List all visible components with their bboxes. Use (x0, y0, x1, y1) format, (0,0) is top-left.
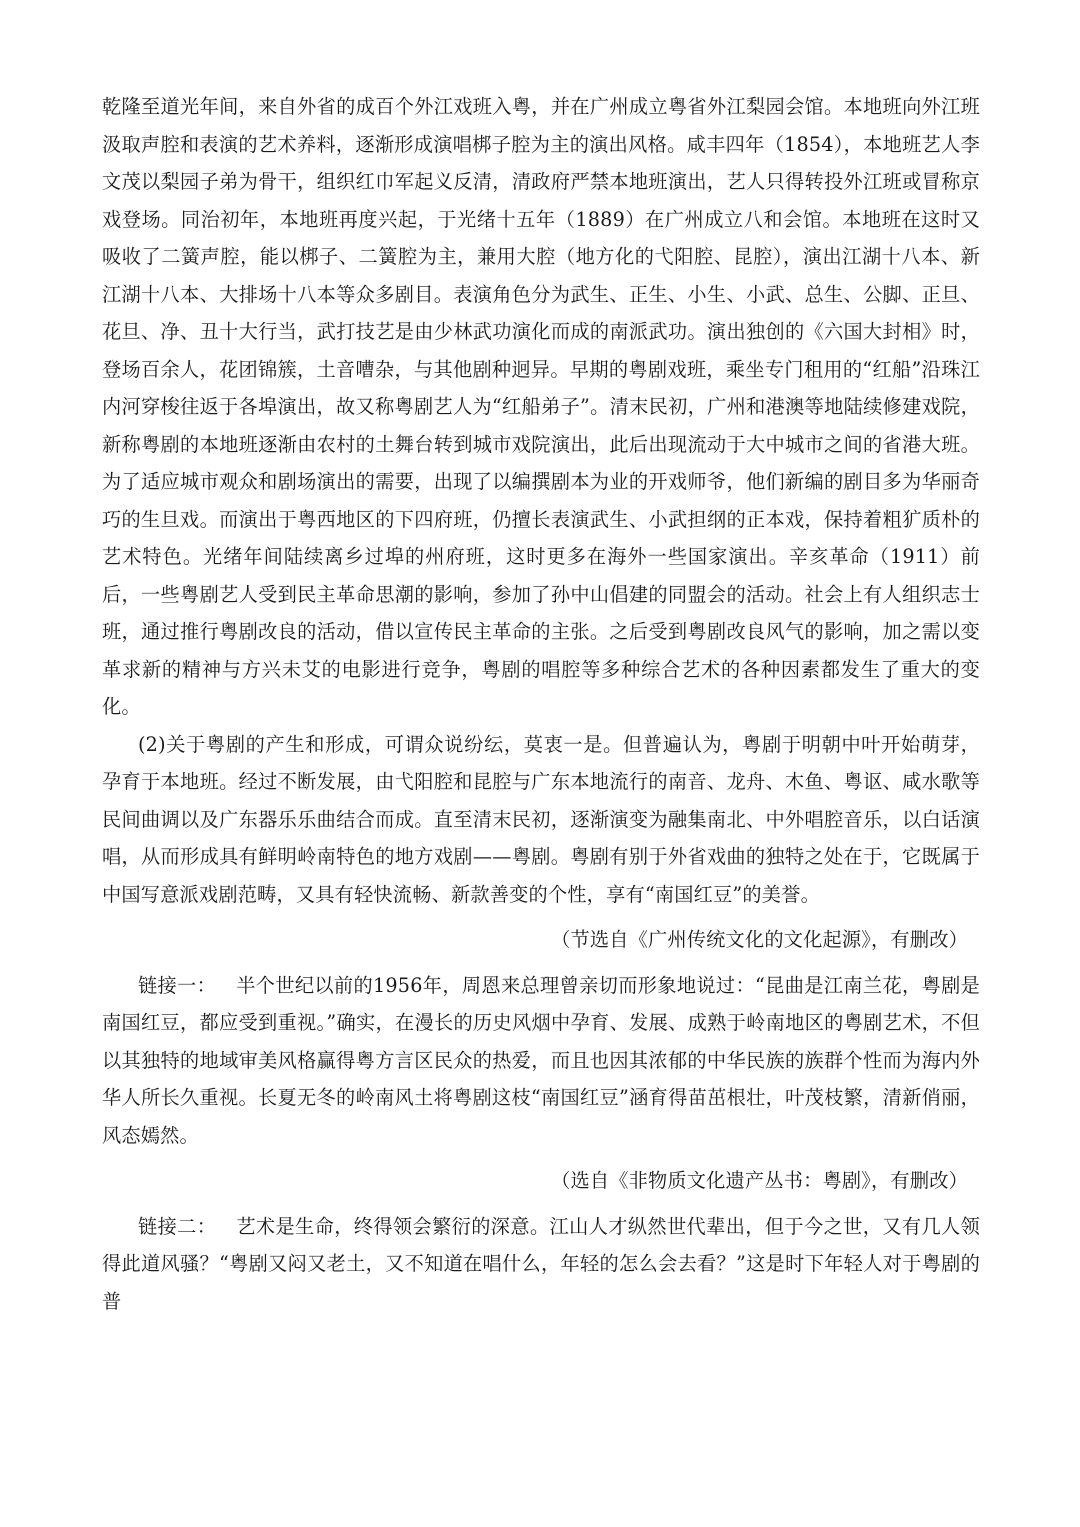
link-one-paragraph (102, 967, 980, 1155)
link-two-text: 艺术是生命，终得领会繁衍的深意。江山人才纵然世代辈出，但于今之世，又有几人领得此道风骚？“粤剧又闷又老土，又不知道在唱什么，年轻的怎么会去看？”这是时下年轻人对于粤剧的普 (102, 1214, 980, 1313)
link-one-text: 半个世纪以前的1956年，周恩来总理曾亲切而形象地说过：“昆曲是江南兰花，粤剧是南国红豆，都应受到重视。”确实，在漫长的历史风烟中孕育、发展、成熟于岭南地区的粤剧艺术，不但以其独特的地域审美风格赢得粤方言区民众的热爱，而且也因其浓郁的中华民族的族群个性而为海内外华人所长久重视。长夏无冬的岭南风土将粤剧这枝“南国红豆”涵育得苗茁根壮，叶茂枝繁，清新俏丽，风态嫣然。 (102, 973, 980, 1147)
source-citation-2: （选自《非物质文化遗产丛书：粤剧》，有删改） (551, 1169, 968, 1192)
paragraph-history: 乾隆至道光年间，来自外省的成百个外江戏班入粤，并在广州成立粤省外江梨园会馆。本地班向外江班汲取声腔和表演的艺术养料，逐渐形成演唱梆子腔为主的演出风格。咸丰四年（1854），本地班艺人李文茂以梨园子弟为骨干，组织红巾军起义反清，清政府严禁本地班演出，艺人只得转投外江班或冒称京戏登场。同治初年，本地班再度兴起，于光绪十五年（1889）在广州成立八和会馆。本地班在这时又吸收了二簧声腔，能以梆子、二簧腔为主，兼用大腔（地方化的弋阳腔、昆腔），演出江湖十八本、新江湖十八本、大排场十八本等众多剧目。表演角色分为武生、正生、小生、小武、总生、公脚、正旦、花旦、净、丑十大行当，武打技艺是由少林武功演化而成的南派武功。演出独创的《六国大封相》时，登场百余人，花团锦簇，土音嘈杂，与其他剧种迥异。早期的粤剧戏班，乘坐专门租用的“红船”沿珠江内河穿梭往返于各埠演出，故又称粤剧艺人为“红船弟子”。清末民初，广州和港澳等地陆续修建戏院，新称粤剧的本地班逐渐由农村的土舞台转到城市戏院演出，此后出现流动于大中城市之间的省港大班。为了适应城市观众和剧场演出的需要，出现了以编撰剧本为业的开戏师爷，他们新编的剧目多为华丽奇巧的生旦戏。而演出于粤西地区的下四府班，仍擅长表演武生、小武担纲的正本戏，保持着粗犷质朴的艺术特色。光绪年间陆续离乡过埠的州府班，这时更多在海外一些国家演出。辛亥革命（1911）前后，一些粤剧艺人受到民主革命思潮的影响，参加了孙中山倡建的同盟会的活动。社会上有人组织志士班，通过推行粤剧改良的活动，借以宣传民主革命的主张。之后受到粤剧改良风气的影响，加之需以变革求新的精神与方兴未艾的电影进行竞争，粤剧的唱腔等多种综合艺术的各种因素都发生了重大的变化。 (102, 95, 980, 718)
paragraph-origin: (2)关于粤剧的产生和形成，可谓众说纷纭，莫衷一是。但普遍认为，粤剧于明朝中叶开始萌芽，孕育于本地班。经过不断发展，由弋阳腔和昆腔与广东本地流行的南音、龙舟、木鱼、粤讴、咸水歌等民间曲调以及广东器乐乐曲结合而成。直至清末民初，逐渐演变为融集南北、中外唱腔音乐，以白话演唱，从而形成具有鲜明岭南特色的地方戏剧——粤剧。粤剧有别于外省戏曲的独特之处在于，它既属于中国写意派戏剧范畴，又具有轻快流畅、新款善变的个性，享有“南国红豆”的美誉。 (102, 732, 980, 906)
article-body (102, 88, 980, 1320)
source-citation-1: （节选自《广州传统文化的文化起源》，有删改） (551, 928, 968, 951)
link-two-label: 链接二： (138, 1214, 217, 1238)
link-two-paragraph (102, 1208, 980, 1321)
link-one-label: 链接一： (138, 973, 217, 997)
